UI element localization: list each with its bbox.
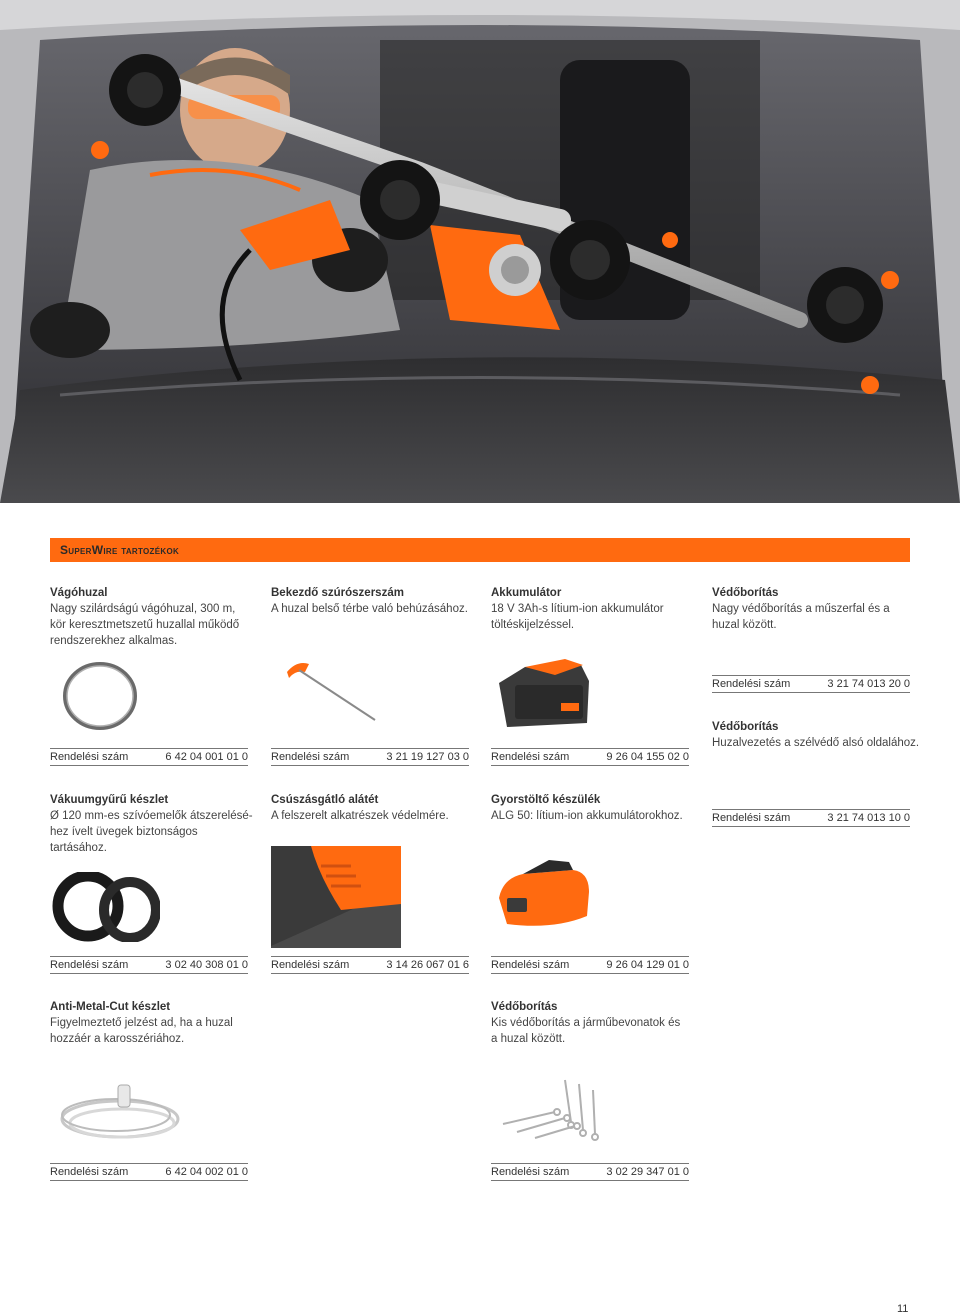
product-vakuum [50,793,255,856]
product-description: A felszerelt alkatrészek védelmére. [271,810,449,822]
page-number: 11 [897,1303,909,1315]
order-label: Rendelési szám [491,959,570,971]
order-number-vagohuzal [50,748,248,766]
product-vedoboritas-nagy [712,586,910,633]
anti-metal-cut-cable-image [52,1075,182,1145]
product-antimetal [50,1000,248,1047]
product-title: Védőborítás [712,721,779,733]
order-label: Rendelési szám [50,959,129,971]
anti-slip-mat-image [271,846,401,948]
product-title: Gyorstöltő készülék [491,794,601,806]
product-vagohuzal [50,586,248,649]
product-description: ALG 50: lítium-ion akkumulátorokhoz. [491,810,683,822]
battery-image [495,655,595,735]
section-title: SuperWire tartozékok [60,543,180,557]
order-number: 3 21 74 013 10 0 [827,812,910,824]
order-label: Rendelési szám [271,751,350,763]
product-bekezdo [271,586,469,617]
order-label: Rendelési szám [712,678,791,690]
product-title: Anti-Metal-Cut készlet [50,1001,171,1013]
section-banner [50,538,910,562]
charger-image [493,858,593,932]
order-number: 9 26 04 129 01 0 [606,959,689,971]
product-description: Kis védőborítás a járműbevonatok és a huzal között. [491,1017,681,1045]
order-number-vedoboritas-nagy [712,675,910,693]
product-title: Védőborítás [491,1001,558,1013]
order-label: Rendelési szám [491,751,570,763]
order-number-gyorstolto [491,956,689,974]
product-akkumulator [491,586,689,633]
order-number-vedoboritas-kis [491,1163,689,1181]
order-number-vedoboritas-oldal [712,809,910,827]
product-description: A huzal belső térbe való behúzásához. [271,603,468,615]
order-number: 9 26 04 155 02 0 [606,751,689,763]
order-number: 3 14 26 067 01 6 [386,959,469,971]
order-number-akkumulator [491,748,689,766]
order-label: Rendelési szám [50,751,129,763]
product-description: Ø 120 mm-es szívóemelők átszerelésé-hez ívelt üvegek biztonságos tartásához. [50,810,253,854]
product-title: Vákuumgyűrű készlet [50,794,169,806]
order-number: 6 42 04 002 01 0 [165,1166,248,1178]
order-number-antimetal [50,1163,248,1181]
product-title: Akkumulátor [491,587,562,599]
small-cover-pins-image [495,1072,615,1152]
product-description: Nagy szilárdságú vágóhuzal, 300 m, kör keresztmetszetű huzallal működő rendszerekhez alkalmas. [50,603,240,647]
product-description: Nagy védőborítás a műszerfal és a huzal között. [712,603,890,631]
piercing-tool-image [283,658,383,726]
product-description: 18 V 3Ah-s lítium-ion akkumulátor töltéskijelzéssel. [491,603,664,631]
order-number: 3 02 40 308 01 0 [165,959,248,971]
order-number: 3 21 74 013 20 0 [827,678,910,690]
order-number: 3 21 19 127 03 0 [386,751,469,763]
vacuum-rings-image [52,872,160,942]
wire-coil-image [60,658,140,736]
product-vedoboritas-kis [491,1000,689,1047]
order-label: Rendelési szám [712,812,791,824]
product-description: Huzalvezetés a szélvédő alsó oldalához. [712,737,920,749]
order-number: 6 42 04 001 01 0 [165,751,248,763]
product-csuszasgatlo [271,793,469,824]
order-number-bekezdo [271,748,469,766]
hero-photo [0,0,960,503]
order-number-vakuum [50,956,248,974]
order-number-csuszasgatlo [271,956,469,974]
order-label: Rendelési szám [271,959,350,971]
order-label: Rendelési szám [491,1166,570,1178]
order-label: Rendelési szám [50,1166,129,1178]
product-description: Figyelmeztető jelzést ad, ha a huzal hozzáér a karosszériához. [50,1017,233,1045]
order-number: 3 02 29 347 01 0 [606,1166,689,1178]
product-vedoboritas-oldal [712,720,922,751]
product-title: Védőborítás [712,587,779,599]
product-title: Vágóhuzal [50,587,108,599]
product-gyorstolto [491,793,696,824]
product-title: Bekezdő szúrószerszám [271,587,404,599]
product-title: Csúszásgátló alátét [271,794,379,806]
